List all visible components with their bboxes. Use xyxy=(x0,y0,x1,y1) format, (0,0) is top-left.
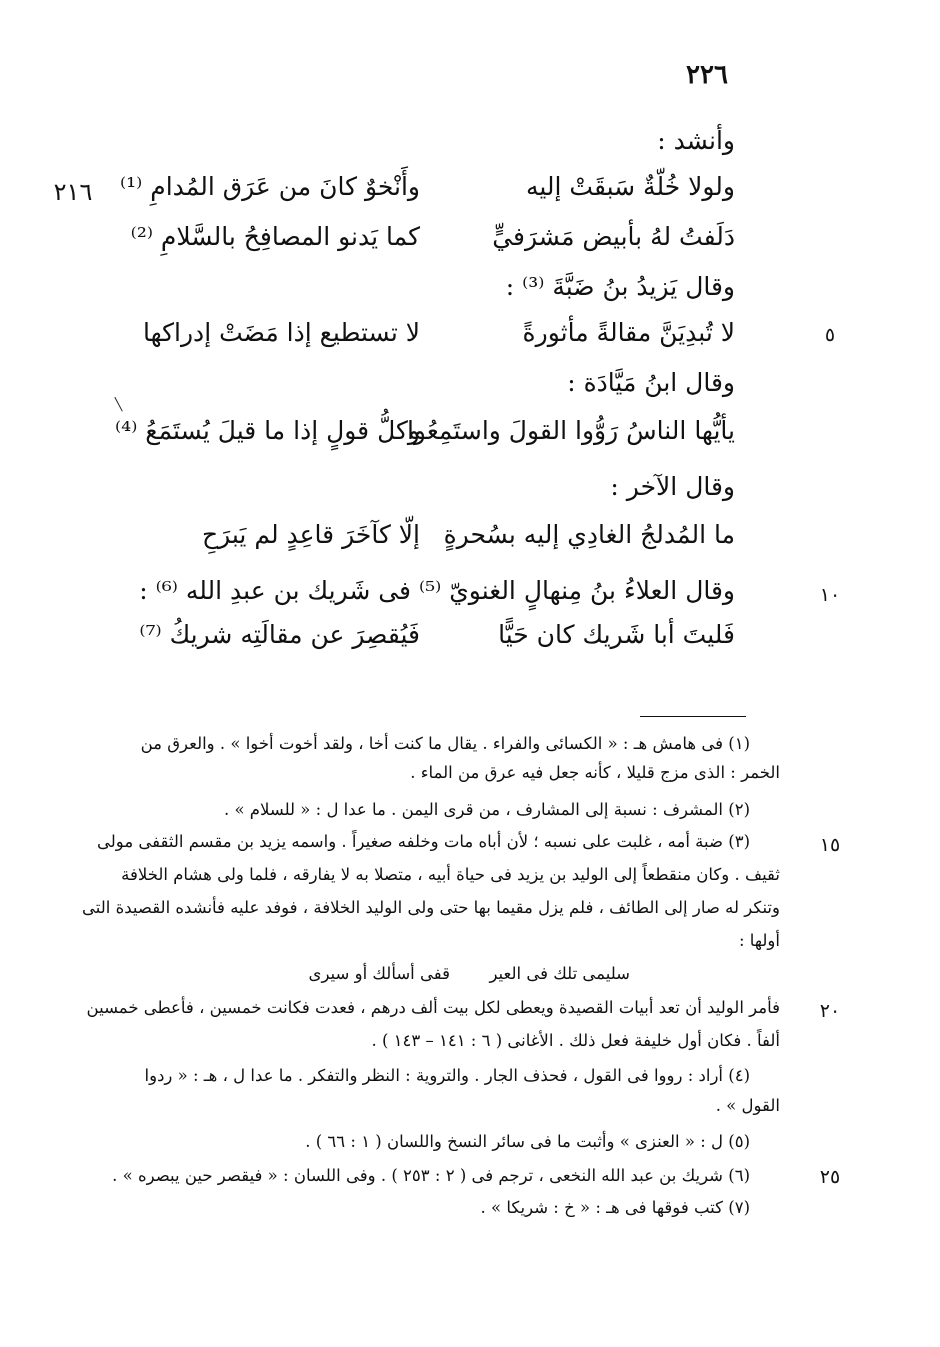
verse-1a-left-hemistich: وأَنْخوٌ كانَ من عَرَق المُدامِ ⁽¹⁾ xyxy=(119,172,420,201)
footnote-5: (٥) ل : « العنزى » وأثبت ما فى سائر النسخ واللسان ( ١ : ٦٦ ) . xyxy=(305,1132,750,1151)
verse-4-right-hemistich: ما المُدلجُ الغادِي إليه بسُحرةٍ xyxy=(443,520,735,549)
page-number: ٢٢٦ xyxy=(686,60,728,90)
verse-1a-right-hemistich: ولولا خُلّةٌ سَبقَتْ إليه xyxy=(525,172,735,201)
margin-line-number-15: ١٥ xyxy=(819,834,841,856)
footnote-3-line-3: وتنكر له صار إلى الطائف ، فلم يزل مقيما بها حتى ولى الوليد الخلافة ، فوفد عليه فأنشده القصيدة التى xyxy=(82,898,780,917)
footnote-2: (٢) المشرف : نسبة إلى المشارف ، من قرى اليمن . ما عدا ل : « للسلام » . xyxy=(223,800,750,819)
footnote-4-line-2: القول » . xyxy=(715,1096,780,1115)
verse-5-left-hemistich: فَيُقصِرَ عن مقالَتِه شريكُ ⁽⁷⁾ xyxy=(139,620,420,649)
footnote-3-line-6: ألفاً . فكان أول خليفة فعل ذلك . الأغانى ( ٦ : ١٤١ – ١٤٣ ) . xyxy=(371,1031,780,1050)
footnote-6: (٦) شريك بن عبد الله النخعى ، ترجم فى ( ٢ : ٢٥٣ ) . وفى اللسان : « فيقصر حين يبصره » . xyxy=(112,1166,750,1185)
poem-intro-4: وقال الآخر : xyxy=(610,472,735,501)
poem-intro-2: وقال يَزيدُ بنُ ضَبَّةَ ⁽³⁾ : xyxy=(505,272,735,301)
footnote-3-line-4: أولها : xyxy=(738,931,780,950)
poem-intro-3: وقال ابنُ مَيَّادَة : xyxy=(567,368,735,397)
footnote-3-verse-left: قفى أسألك أو سيرى xyxy=(308,964,450,983)
stray-ink-mark xyxy=(114,396,123,411)
footnote-3-line-2: ثقيف . وكان منقطعاً إلى الوليد بن يزيد فى حياة أبيه ، متصلا به لا يفارقه ، فلما ولى هشام الخلافة xyxy=(121,865,780,884)
verse-3-right-hemistich: يأيُّها الناسُ رَوُّوا القولَ واستَمِعُوا xyxy=(406,416,735,445)
verse-1b-left-hemistich: كما يَدنو المصافِحُ بالسَّلامِ ⁽²⁾ xyxy=(130,222,420,251)
verse-2-right-hemistich: لا تُبدِيَنَّ مقالةً مأثورةً xyxy=(522,318,735,347)
footnote-3-verse-right: سليمى تلك فى العير xyxy=(489,964,630,983)
original-page-number: ٢١٦ xyxy=(53,178,93,206)
footnote-1-line-2: الخمر : الذى مزج قليلا ، كأنه جعل فيه عرق من الماء . xyxy=(410,763,780,782)
footnote-divider xyxy=(640,716,746,717)
verse-1b-right-hemistich: دَلَفتُ لهُ بأبيض مَشرَفيٍّ xyxy=(492,222,735,251)
footnote-4-line-1: (٤) أراد : رووا فى القول ، فحذف الجار . والتروية : النظر والتفكر . ما عدا ل ، هـ : « ردوا xyxy=(144,1066,750,1085)
footnote-3-line-1: (٣) ضبة أمه ، غلبت على نسبه ؛ لأن أباه مات وخلفه صغيراً . واسمه يزيد بن مقسم الثقفى مولى xyxy=(97,832,750,851)
verse-2-left-hemistich: لا تستطيع إذا مَضَتْ إدراكها xyxy=(143,318,420,347)
footnote-7: (٧) كتب فوقها فى هـ : « خ : شريكا » . xyxy=(480,1198,750,1217)
poem-intro-5: وقال العلاءُ بنُ مِنهالٍ الغنويّ ⁽⁵⁾ فى شَريك بن عبدِ الله ⁽⁶⁾ : xyxy=(139,576,735,605)
poem-intro-1: وأنشد : xyxy=(657,126,735,155)
verse-4-left-hemistich: إلّا كآخَرَ قاعِدٍ لم يَبرَحِ xyxy=(201,520,420,549)
footnote-1-line-1: (١) فى هامش هـ : « الكسائى والفراء . يقال ما كنت أخا ، ولقد أخوت أخوا » . والعرق من xyxy=(140,734,750,753)
verse-3-left-hemistich: وكلُّ قولٍ إذا ما قيلَ يُستَمَعُ ⁽⁴⁾ xyxy=(115,416,420,445)
verse-5-right-hemistich: فَليتَ أبا شَريك كان حَيًّا xyxy=(498,620,735,649)
margin-line-number-20: ٢٠ xyxy=(819,1000,841,1022)
margin-line-number-25: ٢٥ xyxy=(819,1166,841,1188)
footnote-3-line-5: فأمر الوليد أن تعد أبيات القصيدة ويعطى لكل بيت ألف درهم ، فعدت فكانت خمسين ، فأعطى خمسين xyxy=(86,998,780,1017)
margin-line-number-10: ١٠ xyxy=(819,584,841,606)
margin-line-number-5: ٥ xyxy=(824,324,836,346)
